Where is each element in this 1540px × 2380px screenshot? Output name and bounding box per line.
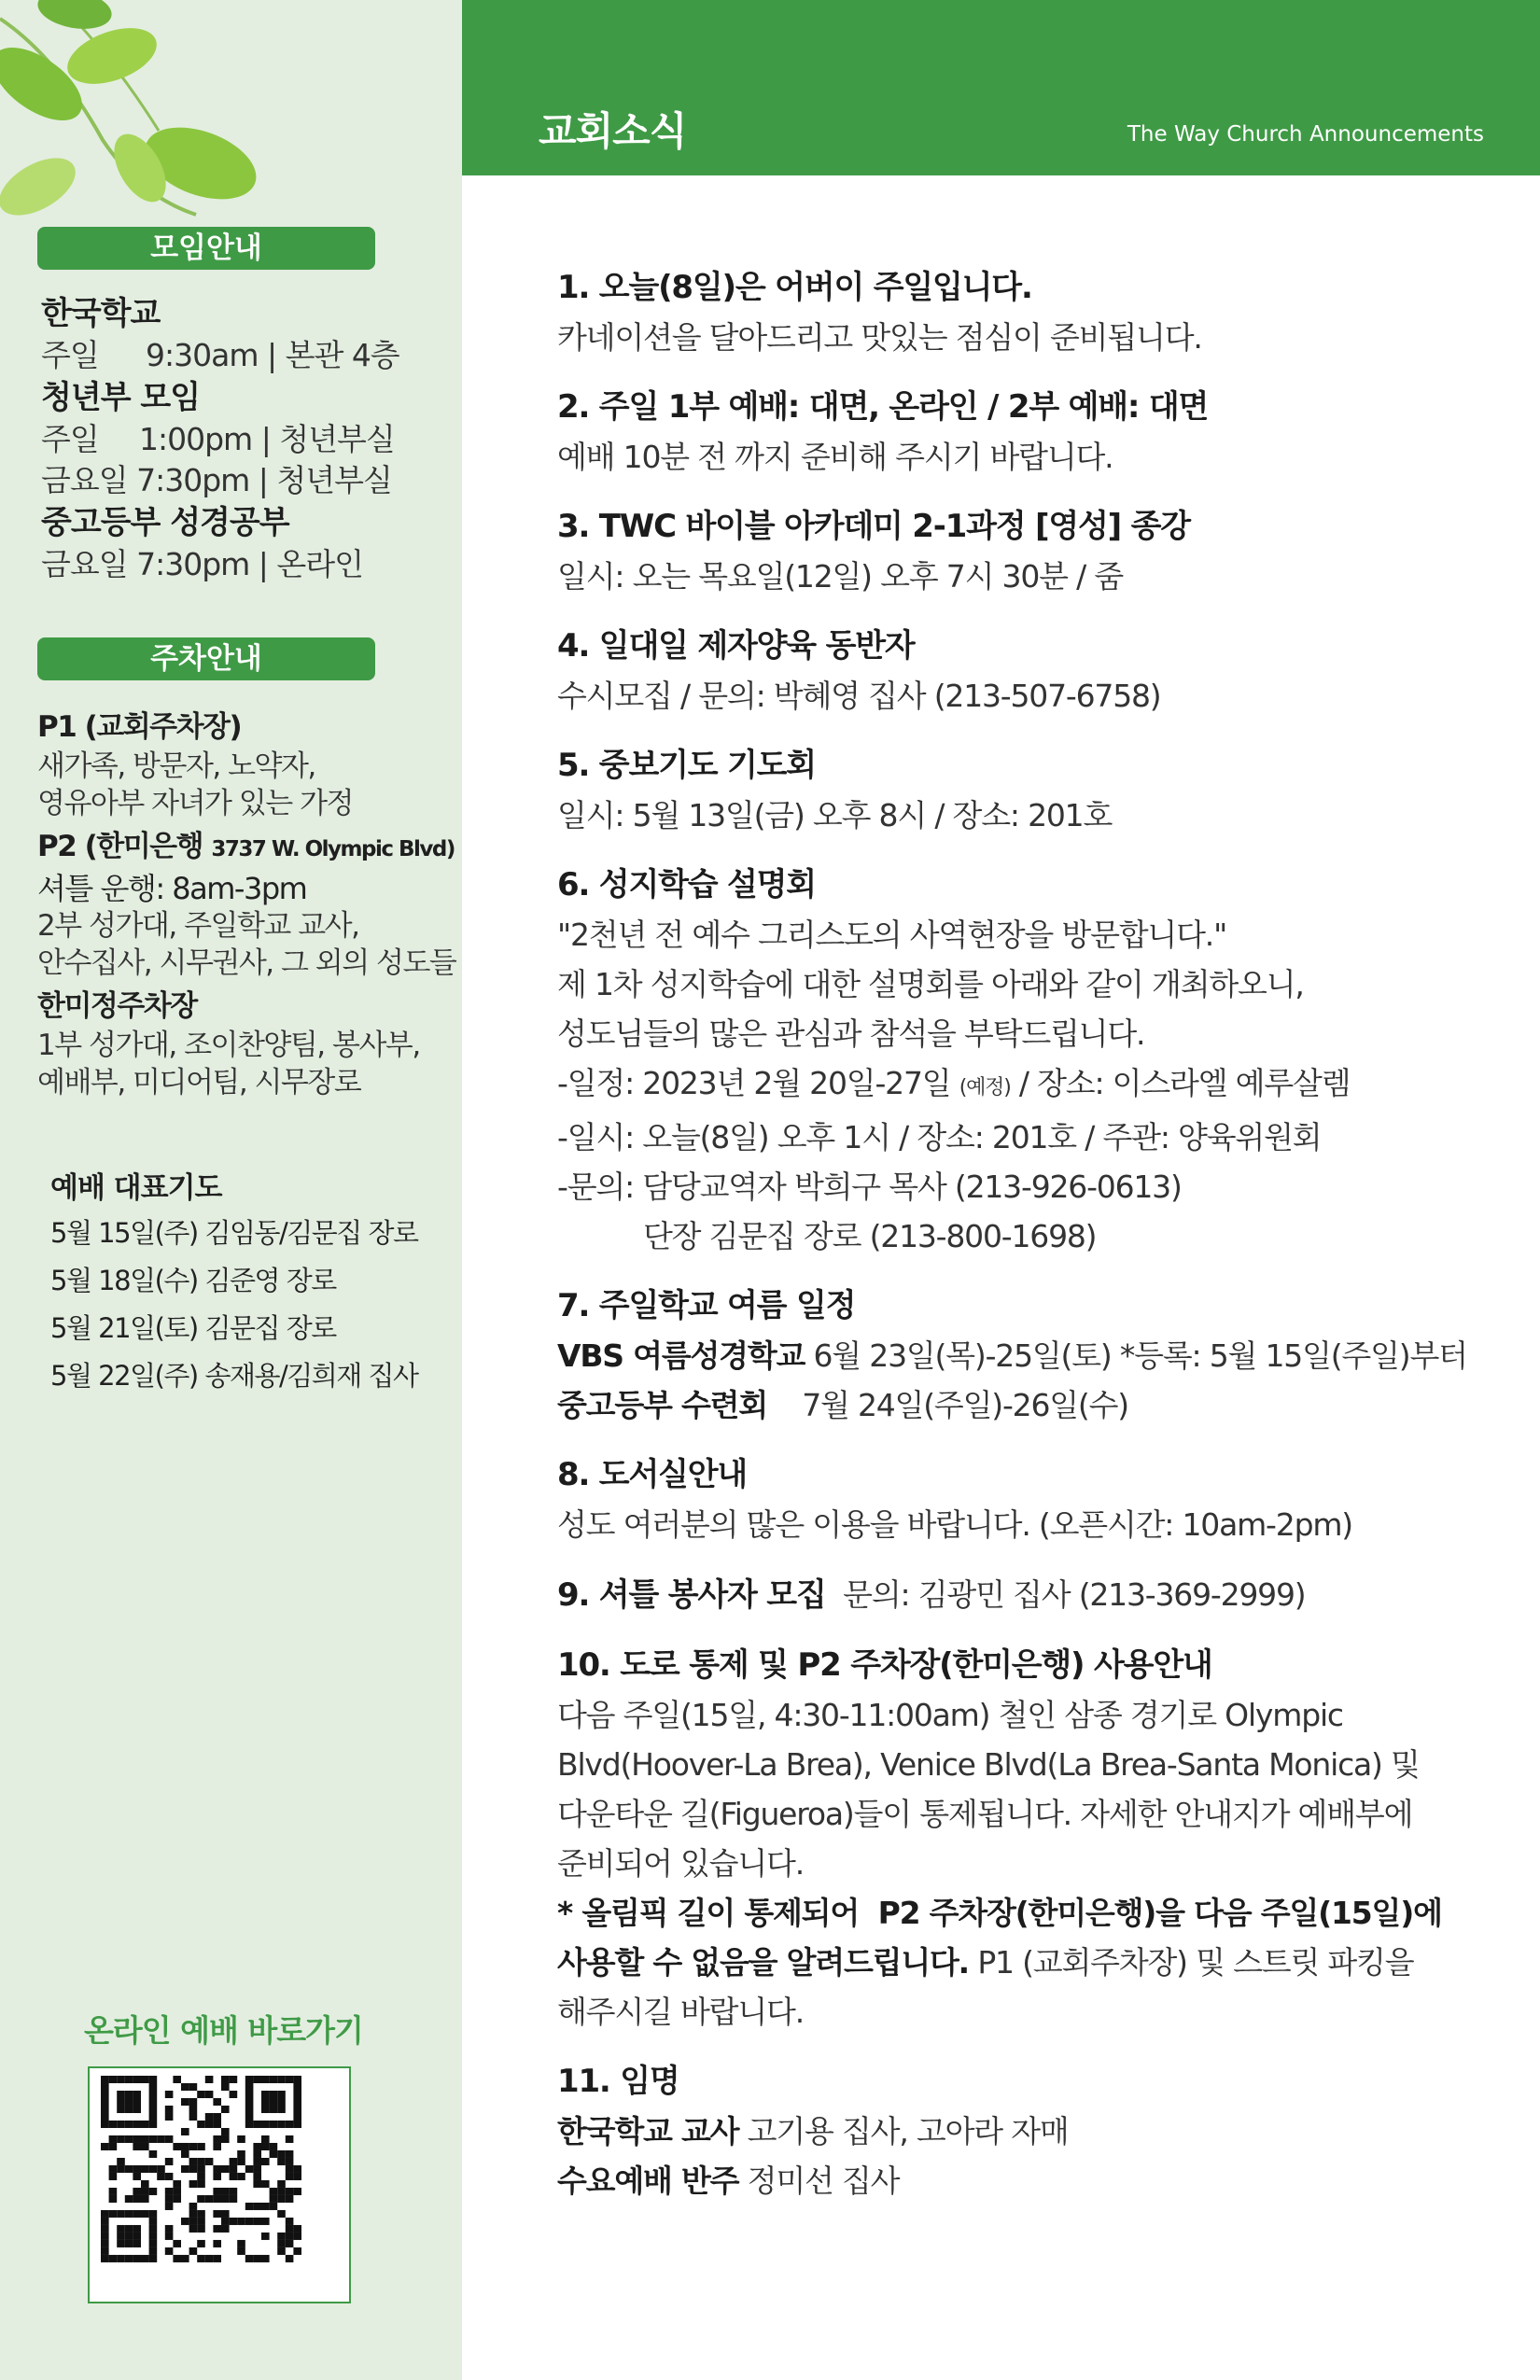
- announcement-title: 5. 중보기도 기도회: [557, 747, 816, 784]
- p1-title: P1 (교회주차장): [37, 710, 242, 744]
- p2-title: P2 (한미은행 3737 W. Olympic Blvd): [37, 830, 455, 863]
- announcement-line: -일정: 2023년 2월 20일-27일 (예정) / 장소: 이스라엘 예루살렘: [557, 1065, 1351, 1101]
- sidebar: [0, 0, 462, 2380]
- announcement-8: [557, 1450, 1500, 1549]
- announcement-line: 준비되어 있습니다.: [557, 1845, 805, 1882]
- announcement-body: 예배 10분 전 까지 준비해 주시기 바랍니다.: [557, 439, 1113, 475]
- announcement-10: [557, 1641, 1500, 2037]
- announcement-line: Blvd(Hoover-La Brea), Venice Blvd(La Brea-Santa Monica) 및: [557, 1746, 1420, 1783]
- p1-line-1: 새가족, 방문자, 노약자,: [37, 749, 315, 783]
- youth-title: 청년부 모임: [41, 379, 201, 416]
- page-header: [462, 0, 1540, 175]
- prayer-item: 5월 15일(주) 김임동/김문집 장로: [50, 1217, 418, 1249]
- parking-info-section: [37, 707, 456, 1101]
- online-worship-link[interactable]: 온라인 예배 바로가기: [84, 2012, 363, 2049]
- leaf-decoration: [0, 0, 462, 224]
- announcement-title: 11. 임명: [557, 2063, 679, 2100]
- announcement-title: 6. 성지학습 설명회: [557, 866, 816, 903]
- p2-shuttle: 셔틀 운행: 8am-3pm: [37, 871, 307, 906]
- announcement-title: 8. 도서실안내: [557, 1456, 748, 1493]
- announcement-7: [557, 1281, 1500, 1430]
- p2-line-1: 2부 성가대, 주일학교 교사,: [37, 909, 359, 943]
- korean-school-time: 주일 9:30am | 본관 4층: [41, 337, 399, 373]
- announcement-title: 2. 주일 1부 예배: 대면, 온라인 / 2부 예배: 대면: [557, 388, 1209, 426]
- announcement-title: 9. 셔틀 봉사자 모집 문의: 김광민 집사 (213-369-2999): [557, 1576, 1306, 1614]
- announcement-title: 4. 일대일 제자양육 동반자: [557, 627, 915, 665]
- hanmi-line-1: 1부 성가대, 조이찬양팀, 봉사부,: [37, 1029, 420, 1062]
- p1-line-2: 영유아부 자녀가 있는 가정: [37, 787, 353, 820]
- announcement-line: "2천년 전 예수 그리스도의 사역현장을 방문합니다.": [557, 917, 1227, 953]
- prayer-item: 5월 22일(주) 송재용/김희재 집사: [50, 1360, 418, 1392]
- youth-time-2: 금요일 7:30pm | 청년부실: [41, 462, 392, 498]
- prayer-item: 5월 21일(토) 김문집 장로: [50, 1312, 336, 1344]
- announcement-line: 제 1차 성지학습에 대한 설명회를 아래와 같이 개최하오니,: [557, 966, 1304, 1002]
- announcement-9: [557, 1570, 1500, 1620]
- announcement-line: * 올림픽 길이 통제되어 P2 주차장(한미은행)을 다음 주일(15일)에: [557, 1895, 1442, 1931]
- announcement-line: 다운타운 길(Figueroa)들이 통제됩니다. 자세한 안내지가 예배부에: [557, 1796, 1413, 1832]
- announcement-3: [557, 502, 1500, 601]
- announcement-line: 중고등부 수련회 7월 24일(주일)-26일(수): [557, 1387, 1128, 1423]
- meeting-info-section: [41, 292, 442, 585]
- announcement-body: 성도 여러분의 많은 이용을 바랍니다. (오픈시간: 10am-2pm): [557, 1506, 1352, 1543]
- meeting-info-label: 모임안내: [37, 227, 375, 270]
- qr-code[interactable]: [88, 2066, 351, 2303]
- announcement-6: [557, 861, 1500, 1261]
- announcement-body: 수시모집 / 문의: 박혜영 집사 (213-507-6758): [557, 678, 1161, 714]
- highschool-title: 중고등부 성경공부: [41, 504, 289, 541]
- p2-line-2: 안수집사, 시무권사, 그 외의 성도들: [37, 946, 456, 980]
- youth-time-1: 주일 1:00pm | 청년부실: [41, 421, 395, 457]
- announcement-11: [557, 2057, 1500, 2205]
- qr-code-icon: [90, 2068, 349, 2302]
- announcement-1: [557, 263, 1500, 362]
- announcement-title: 7. 주일학교 여름 일정: [557, 1287, 856, 1324]
- announcement-body: 일시: 오는 목요일(12일) 오후 7시 30분 / 줌: [557, 558, 1124, 595]
- korean-school-title: 한국학교: [41, 295, 161, 332]
- announcement-5: [557, 741, 1500, 840]
- announcement-body: 일시: 5월 13일(금) 오후 8시 / 장소: 201호: [557, 797, 1113, 833]
- announcement-2: [557, 383, 1500, 482]
- prayer-title: 예배 대표기도: [50, 1171, 222, 1205]
- page-title: 교회소식: [539, 108, 687, 154]
- announcement-line: -일시: 오늘(8일) 오후 1시 / 장소: 201호 / 주관: 양육위원회: [557, 1119, 1322, 1155]
- announcement-title: 10. 도로 통제 및 P2 주차장(한미은행) 사용안내: [557, 1646, 1212, 1684]
- hanmi-line-2: 예배부, 미디어팀, 시무장로: [37, 1066, 361, 1099]
- parking-info-label: 주차안내: [37, 637, 375, 680]
- announcement-line: 한국학교 교사 고기용 집사, 고아라 자매: [557, 2113, 1069, 2149]
- announcement-line: 성도님들의 많은 관심과 참석을 부탁드립니다.: [557, 1015, 1145, 1052]
- announcement-line: 수요예배 반주 정미선 집사: [557, 2163, 900, 2199]
- announcement-line: -문의: 담당교역자 박희구 목사 (213-926-0613): [557, 1169, 1182, 1205]
- announcement-line: 사용할 수 없음을 알려드립니다. P1 (교회주차장) 및 스트릿 파킹을: [557, 1944, 1414, 1981]
- announcement-line: 단장 김문집 장로 (213-800-1698): [643, 1218, 1097, 1254]
- announcements-list: [557, 263, 1500, 2226]
- announcement-line: 해주시길 바랍니다.: [557, 1994, 805, 2030]
- announcement-title: 1. 오늘(8일)은 어버이 주일입니다.: [557, 269, 1032, 306]
- prayer-section: [50, 1167, 452, 1400]
- announcement-line: VBS 여름성경학교 6월 23일(목)-25일(토) *등록: 5월 15일(주일)부터: [557, 1337, 1467, 1374]
- hanmi-title: 한미정주차장: [37, 989, 197, 1023]
- announcement-title: 3. TWC 바이블 아카데미 2-1과정 [영성] 종강: [557, 508, 1190, 545]
- announcement-4: [557, 622, 1500, 721]
- announcement-body: 카네이션을 달아드리고 맛있는 점심이 준비됩니다.: [557, 319, 1202, 356]
- prayer-item: 5월 18일(수) 김준영 장로: [50, 1265, 336, 1296]
- announcement-line: 다음 주일(15일, 4:30-11:00am) 철인 삼종 경기로 Olympic: [557, 1697, 1343, 1733]
- highschool-time: 금요일 7:30pm | 온라인: [41, 546, 364, 582]
- page-subtitle: The Way Church Announcements: [1127, 122, 1484, 147]
